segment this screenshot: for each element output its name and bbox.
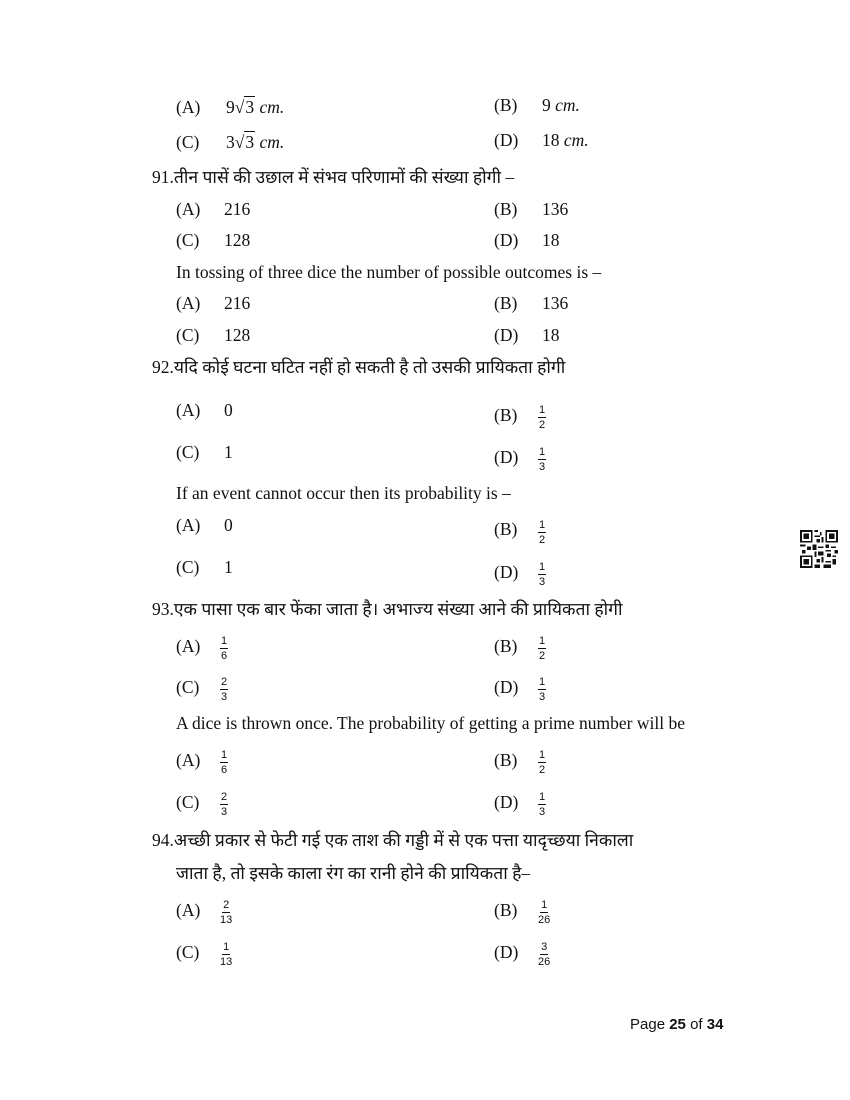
q94-hindi-stem-line2: जाता है, तो इसके काला रंग का रानी होने की प्रायिकता है–: [176, 863, 531, 883]
fraction-numerator: 2: [221, 676, 228, 688]
q92-en-option-label: (A): [176, 515, 201, 535]
q90-d-unit: cm.: [563, 130, 589, 150]
q91-hi-option-label: (D): [494, 230, 519, 250]
q90-b-unit: cm.: [555, 95, 580, 115]
q92-hindi-stem: 92.यदि कोई घटना घटित नहीं हो सकती है तो उसकी प्रायिकता होगी: [152, 357, 566, 377]
q92-hi-option-value: 0: [224, 400, 233, 420]
q90-b-num: 9: [542, 95, 551, 115]
q90-option-c-label: (C): [176, 132, 200, 152]
fraction-numerator: 3: [541, 941, 548, 953]
page-prefix: Page: [630, 1016, 666, 1033]
q92-en-option-label: (B): [494, 519, 518, 539]
fraction-numerator: 1: [539, 791, 546, 803]
fraction-numerator: 1: [539, 749, 546, 761]
q93-en-option-fraction: [220, 787, 228, 818]
q90-option-d-label: (D): [494, 130, 519, 150]
q91-hi-option-label: (A): [176, 199, 201, 219]
fraction-numerator: 2: [221, 791, 228, 803]
q92-en-option-label: (C): [176, 557, 200, 577]
fraction-denominator: 13: [220, 914, 233, 926]
q90-d-num: 18: [542, 130, 560, 150]
q92-en-option-value: 1: [224, 557, 233, 577]
q91-hindi-stem: 91.तीन पासें की उछाल में संभव परिणामों की संख्या होगी –: [152, 167, 515, 187]
q91-hi-option-value: 216: [224, 199, 251, 219]
fraction-numerator: 1: [539, 519, 546, 531]
q92-english-stem: If an event cannot occur then its probability is –: [176, 483, 511, 503]
q90-c-radicand: 3: [245, 132, 255, 152]
q91-hi-option-label: (B): [494, 199, 518, 219]
q94-option-label: (D): [494, 942, 519, 962]
page-sep: of: [690, 1016, 703, 1033]
q93-hi-option-fraction: [538, 672, 546, 703]
q90-c-unit: cm.: [259, 132, 285, 152]
page-current: 25: [669, 1016, 686, 1033]
q90-option-d-value: [542, 130, 589, 151]
q93-en-option-label: (D): [494, 792, 519, 812]
q91-en-option-label: (C): [176, 325, 200, 345]
q92-hi-option-value: 1: [224, 442, 233, 462]
fraction-denominator: 2: [539, 419, 546, 431]
q93-en-option-label: (C): [176, 792, 200, 812]
q91-en-option-label: (D): [494, 325, 519, 345]
q93-english-stem: A dice is thrown once. The probability of getting a prime number will be: [176, 713, 686, 733]
q94-option-fraction: [538, 895, 550, 926]
fraction-denominator: 13: [220, 956, 233, 968]
q91-english-stem: In tossing of three dice the number of possible outcomes is –: [176, 262, 602, 282]
fraction-denominator: 3: [539, 461, 546, 473]
q94-option-label: (C): [176, 942, 200, 962]
q92-hi-option-label: (A): [176, 400, 201, 420]
q90-option-a-value: [226, 97, 284, 118]
fraction-numerator: 1: [539, 676, 546, 688]
q93-en-option-fraction: [538, 787, 546, 818]
q93-en-option-label: (A): [176, 750, 201, 770]
fraction-numerator: 1: [539, 561, 546, 573]
fraction-numerator: 2: [223, 899, 230, 911]
q93-hi-option-fraction: [220, 631, 228, 662]
q90-option-c-value: [226, 132, 284, 153]
q93-hi-option-label: (B): [494, 636, 518, 656]
page-number: [630, 1016, 723, 1033]
q91-en-option-label: (B): [494, 293, 518, 313]
q93-hi-option-fraction: [220, 672, 228, 703]
fraction-numerator: 1: [541, 899, 548, 911]
q91-hi-option-value: 18: [542, 230, 560, 250]
q92-hi-option-fraction: [538, 400, 546, 431]
q90-a-unit: cm.: [259, 97, 285, 117]
q94-option-label: (B): [494, 900, 518, 920]
fraction-numerator: 1: [223, 941, 230, 953]
q92-hi-option-fraction: [538, 442, 546, 473]
q92-en-option-label: (D): [494, 562, 519, 582]
q92-en-option-fraction: [538, 557, 546, 588]
q92-hi-option-label: (B): [494, 405, 518, 425]
q94-option-label: (A): [176, 900, 201, 920]
q91-en-option-value: 136: [542, 293, 569, 313]
fraction-denominator: 3: [221, 691, 228, 703]
q93-hi-option-label: (C): [176, 677, 200, 697]
fraction-denominator: 26: [538, 956, 551, 968]
q90-option-a-label: (A): [176, 97, 201, 117]
qr-code-icon: [800, 530, 838, 568]
fraction-numerator: 1: [221, 635, 228, 647]
fraction-denominator: 2: [539, 534, 546, 546]
fraction-denominator: 2: [539, 764, 546, 776]
fraction-denominator: 3: [539, 806, 546, 818]
q94-option-fraction: [220, 895, 232, 926]
fraction-denominator: 6: [221, 764, 228, 776]
q92-en-option-value: 0: [224, 515, 233, 535]
q91-hi-option-label: (C): [176, 230, 200, 250]
sqrt-symbol: √3: [234, 132, 255, 152]
q91-en-option-label: (A): [176, 293, 201, 313]
fraction-numerator: 1: [539, 446, 546, 458]
fraction-denominator: 2: [539, 650, 546, 662]
fraction-denominator: 3: [539, 576, 546, 588]
q91-hi-option-value: 128: [224, 230, 251, 250]
q92-hi-option-label: (C): [176, 442, 200, 462]
q91-en-option-value: 18: [542, 325, 560, 345]
q91-en-option-value: 216: [224, 293, 251, 313]
q93-hi-option-label: (D): [494, 677, 519, 697]
q93-hindi-stem: 93.एक पासा एक बार फेंका जाता है। अभाज्य संख्या आने की प्रायिकता होगी: [152, 599, 623, 619]
q90-a-coef: 9: [226, 97, 235, 117]
q94-option-fraction: [220, 937, 232, 968]
sqrt-symbol: √3: [234, 97, 255, 117]
q94-option-fraction: [538, 937, 550, 968]
page-total: 34: [706, 1016, 724, 1033]
q90-option-b-value: [542, 95, 580, 116]
q93-en-option-label: (B): [494, 750, 518, 770]
fraction-denominator: 26: [538, 914, 551, 926]
q90-option-b-label: (B): [494, 95, 518, 115]
q92-hi-option-label: (D): [494, 447, 519, 467]
fraction-denominator: 3: [221, 806, 228, 818]
q90-c-coef: 3: [226, 132, 235, 152]
q93-hi-option-label: (A): [176, 636, 201, 656]
q91-en-option-value: 128: [224, 325, 251, 345]
fraction-denominator: 6: [221, 650, 228, 662]
q94-hindi-stem-line1: 94.अच्छी प्रकार से फेटी गई एक ताश की गड्डी में से एक पत्ता यादृच्छया निकाला: [152, 830, 634, 850]
q90-a-radicand: 3: [245, 97, 255, 117]
fraction-numerator: 1: [221, 749, 228, 761]
fraction-numerator: 1: [539, 635, 546, 647]
q93-en-option-fraction: [538, 745, 546, 776]
q92-en-option-fraction: [538, 515, 546, 546]
q93-en-option-fraction: [220, 745, 228, 776]
q91-hi-option-value: 136: [542, 199, 569, 219]
fraction-numerator: 1: [539, 404, 546, 416]
q93-hi-option-fraction: [538, 631, 546, 662]
fraction-denominator: 3: [539, 691, 546, 703]
